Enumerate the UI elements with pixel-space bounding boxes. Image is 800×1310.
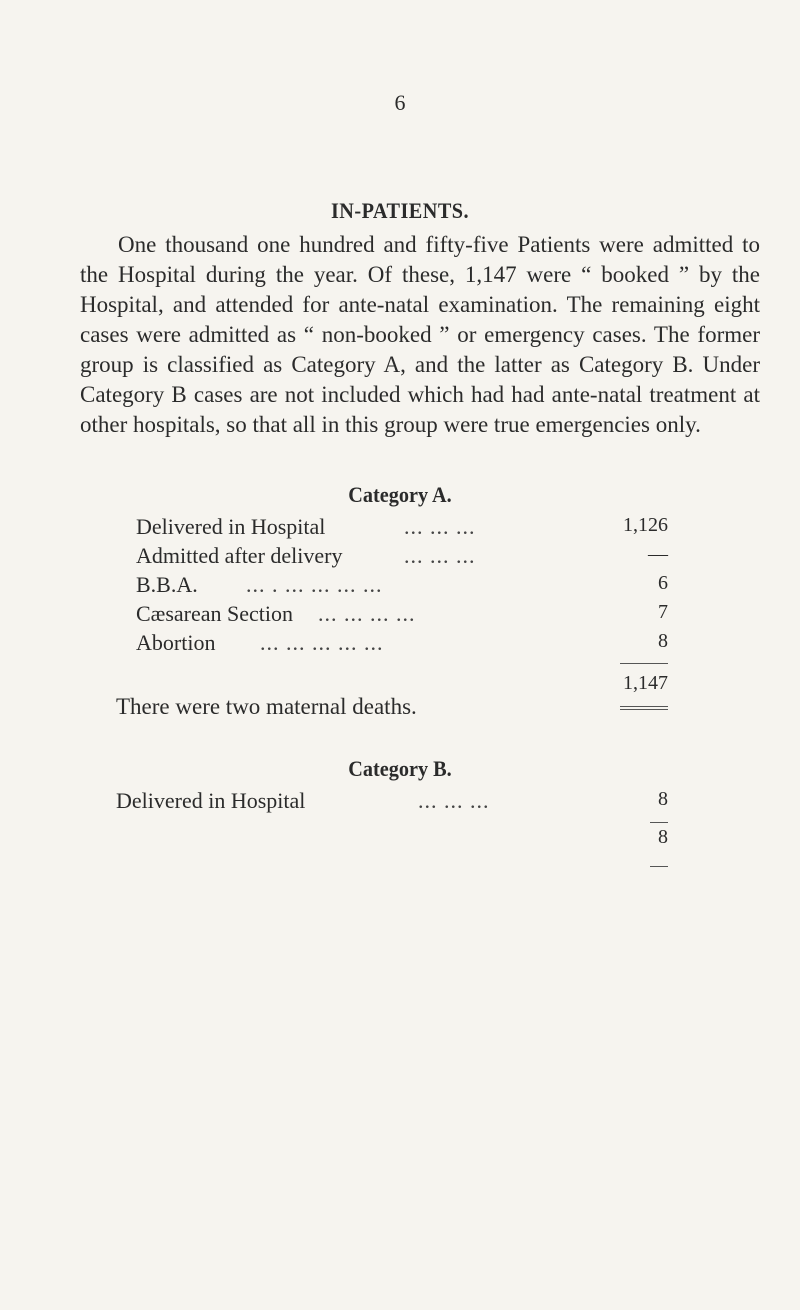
- row-leader: ... ... ...: [404, 543, 476, 568]
- row-leader: ... ... ...: [418, 788, 490, 813]
- row-value: 8: [658, 788, 668, 810]
- row-value: 8: [658, 630, 668, 652]
- row-value: 7: [658, 601, 668, 623]
- category-b-row: [116, 788, 668, 818]
- subtotal-rule: [620, 663, 668, 664]
- row-label: B.B.A.: [136, 572, 198, 597]
- row-leader: ... ... ... ... ...: [260, 630, 384, 655]
- row-label: Admitted after delivery: [136, 543, 343, 568]
- row-label: Abortion: [136, 630, 216, 655]
- row-leader: ... . ... ... ... ...: [246, 572, 383, 597]
- row-value: 1,126: [623, 514, 668, 536]
- row-label: Cæsarean Section: [136, 601, 294, 626]
- category-a-row: [136, 630, 668, 660]
- category-b-heading: Category B.: [348, 756, 452, 781]
- row-label: Delivered in Hospital: [116, 788, 306, 813]
- category-a-row: [136, 572, 668, 602]
- row-label: Delivered in Hospital: [136, 514, 326, 539]
- category-a-row: [136, 514, 668, 544]
- category-a-row: [136, 601, 668, 631]
- intro-paragraph: One thousand one hundred and fifty-five Patients were admitted to the Hospital during the year. Of these, 1,147 were “ booked ” by the Hospital, and attended for ante-natal examination. The remaining eight cases were admitted as “ non-booked ” or emergency cases. The former group is classified as Category A, and the latter as Category B. Under Category B cases are not included which had had ante-natal treatment at other hospitals, so that all in this group were true emergencies only.: [80, 232, 760, 437]
- category-a-total: 1,147: [623, 672, 668, 694]
- category-a-row: [136, 543, 668, 573]
- total-double-rule: [620, 709, 668, 710]
- maternal-deaths-note: There were two maternal deaths.: [116, 694, 417, 719]
- category-b-total: 8: [658, 826, 668, 848]
- total-rule: [650, 866, 668, 867]
- total-double-rule: [620, 706, 668, 707]
- section-title: IN-PATIENTS.: [330, 198, 470, 223]
- row-value: 6: [658, 572, 668, 594]
- category-a-heading: Category A.: [348, 482, 452, 507]
- subtotal-rule: [650, 822, 668, 823]
- page-number: 6: [394, 90, 406, 115]
- row-value: —: [648, 543, 668, 565]
- row-leader: ... ... ... ...: [318, 601, 416, 626]
- row-leader: ... ... ...: [404, 514, 476, 539]
